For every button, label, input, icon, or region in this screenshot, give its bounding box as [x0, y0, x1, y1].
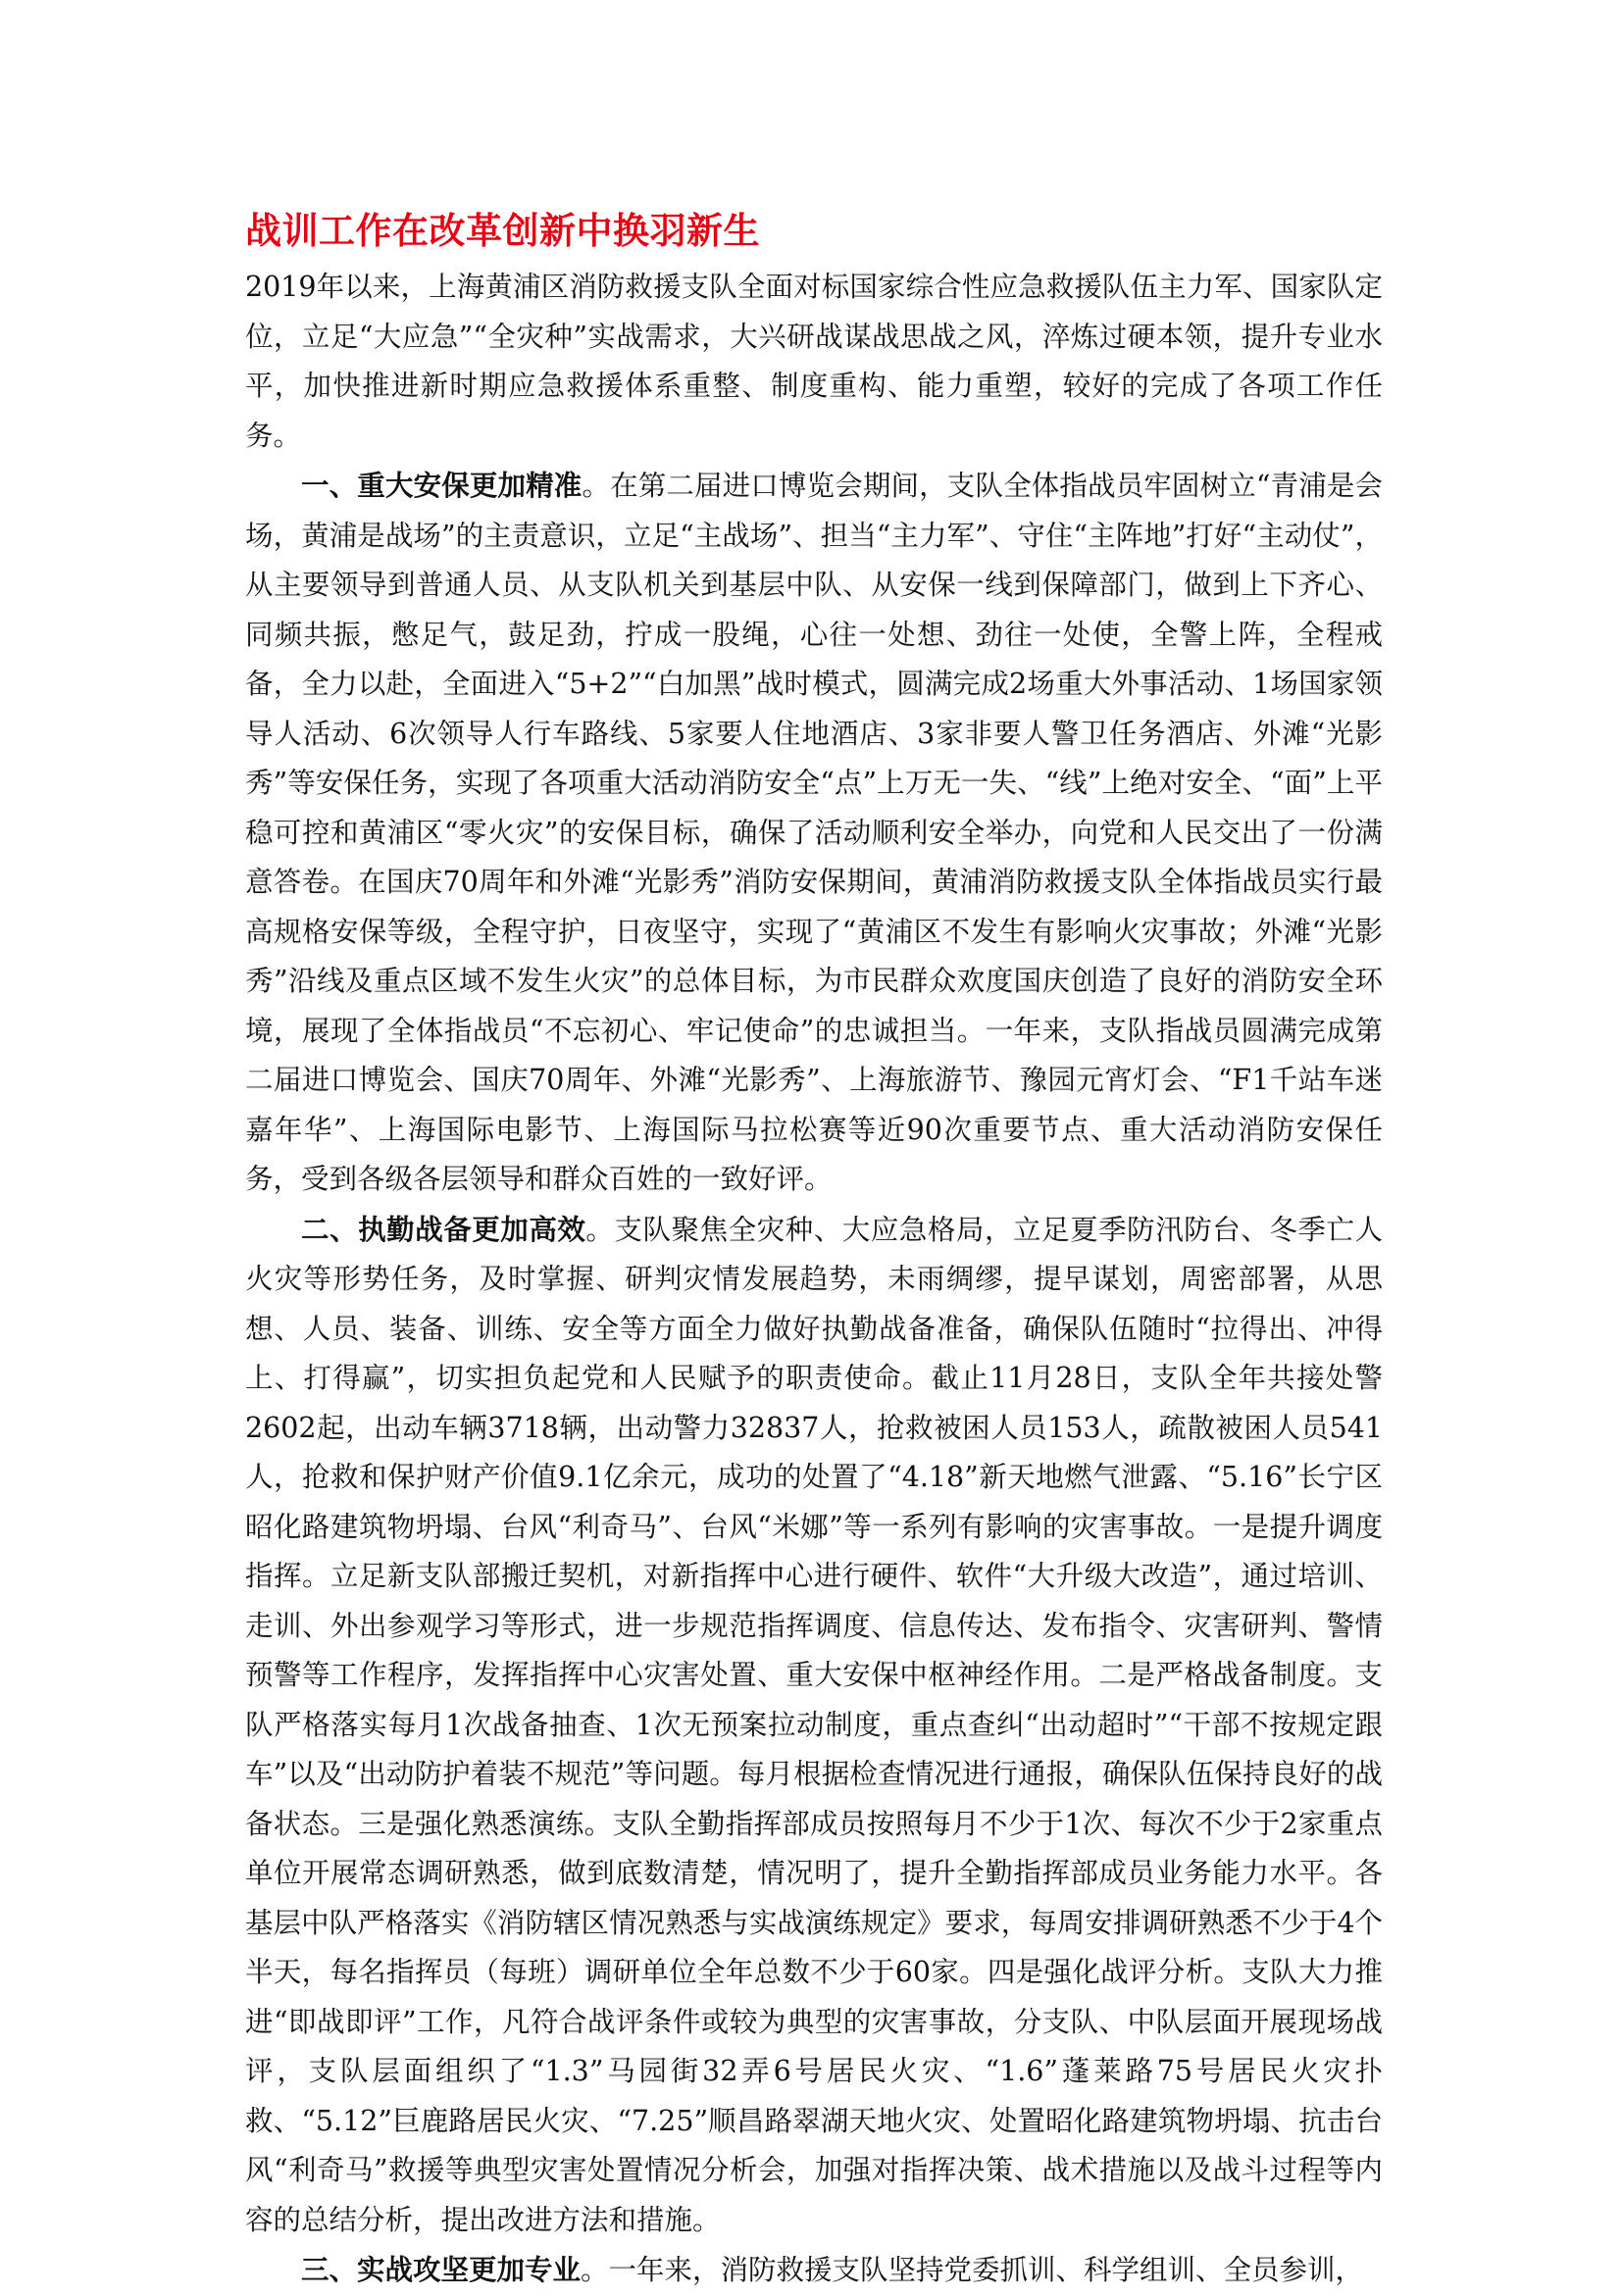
section-1-paragraph: [245, 461, 1383, 1205]
section-1-body: 。在第二届进口博览会期间，支队全体指战员牢固树立“青浦是会场，黄浦是战场”的主责意识，立足“主战场”、担当“主力军”、守住“主阵地”打好“主动仗”，从主要领导到普通人员、从支队机关到基层中队、从安保一线到保障部门，做到上下齐心、同频共振，憋足气，鼓足劲，拧成一股绳，心往一处想、劲往一处使，全警上阵，全程戒备，全力以赴，全面进入“5+2”“白加黑”战时模式，圆满完成2场重大外事活动、1场国家领导人活动、6次领导人行车路线、5家要人住地酒店、3家非要人警卫任务酒店、外滩“光影秀”等安保任务，实现了各项重大活动消防安全“点”上万无一失、“线”上绝对安全、“面”上平稳可控和黄浦区“零火灾”的安保目标，确保了活动顺利安全举办，向党和人民交出了一份满意答卷。在国庆70周年和外滩“光影秀”消防安保期间，黄浦消防救援支队全体指战员实行最高规格安保等级，全程守护，日夜坚守，实现了“黄浦区不发生有影响火灾事故；外滩“光影秀”沿线及重点区域不发生火灾”的总体目标，为市民群众欢度国庆创造了良好的消防安全环境，展现了全体指战员“不忘初心、牢记使命”的忠诚担当。一年来，支队指战员圆满完成第二届进口博览会、国庆70周年、外滩“光影秀”、上海旅游节、豫园元宵灯会、“F1千站车迷嘉年华”、上海国际电影节、上海国际马拉松赛等近90次重要节点、重大活动消防安保任务，受到各级各层领导和群众百姓的一致好评。: [245, 470, 1383, 1195]
section-2-heading: 二、执勤战备更加高效: [301, 1212, 586, 1246]
section-2-body: 。支队聚焦全灾种、大应急格局，立足夏季防汛防台、冬季亡人火灾等形势任务，及时掌握、研判灾情发展趋势，未雨绸缪，提早谋划，周密部署，从思想、人员、装备、训练、安全等方面全力做好执勤战备准备，确保队伍随时“拉得出、冲得上、打得赢”，切实担负起党和人民赋予的职责使命。截止11月28日，支队全年共接处警2602起，出动车辆3718辆，出动警力32837人，抢救被困人员153人，疏散被困人员541人，抢救和保护财产价值9.1亿余元，成功的处置了“4.18”新天地燃气泄露、“5.16”长宁区昭化路建筑物坍塌、台风“利奇马”、台风“米娜”等一系列有影响的灾害事故。一是提升调度指挥。立足新支队部搬迁契机，对新指挥中心进行硬件、软件“大升级大改造”，通过培训、走训、外出参观学习等形式，进一步规范指挥调度、信息传达、发布指令、灾害研判、警情预警等工作程序，发挥指挥中心灾害处置、重大安保中枢神经作用。二是严格战备制度。支队严格落实每月1次战备抽查、1次无预案拉动制度，重点查纠“出动超时”“干部不按规定跟车”以及“出动防护着装不规范”等问题。每月根据检查情况进行通报，确保队伍保持良好的战备状态。三是强化熟悉演练。支队全勤指挥部成员按照每月不少于1次、每次不少于2家重点单位开展常态调研熟悉，做到底数清楚，情况明了，提升全勤指挥部成员业务能力水平。各基层中队严格落实《消防辖区情况熟悉与实战演练规定》要求，每周安排调研熟悉不少于4个半天，每名指挥员（每班）调研单位全年总数不少于60家。四是强化战评分析。支队大力推进“即战即评”工作，凡符合战评条件或较为典型的灾害事故，分支队、中队层面开展现场战评，支队层面组织了“1.3”马园街32弄6号居民火灾、“1.6”蓬莱路75号居民火灾扑救、“5.12”巨鹿路居民火灾、“7.25”顺昌路翠湖天地火灾、处置昭化路建筑物坍塌、抗击台风“利奇马”救援等典型灾害处置情况分析会，加强对指挥决策、战术措施以及战斗过程等内容的总结分析，提出改进方法和措施。: [245, 1213, 1383, 2236]
section-3-paragraph: [245, 2245, 1383, 2296]
document-page: [245, 206, 1383, 2296]
section-3-body: 。一年来，消防救援支队坚持党委抓训、科学组训、全员参训，: [581, 2254, 1364, 2286]
section-2-paragraph: [245, 1205, 1383, 2246]
document-title: 战训工作在改革创新中换羽新生: [245, 210, 760, 252]
section-3-heading: 三、实战攻坚更加专业: [301, 2253, 582, 2286]
section-1-heading: 一、重大安保更加精准: [301, 469, 583, 502]
intro-paragraph: 2019年以来，上海黄浦区消防救援支队全面对标国家综合性应急救援队伍主力军、国家队定位，立足“大应急”“全灾种”实战需求，大兴研战谋战思战之风，淬炼过硬本领，提升专业水平，加快推进新时期应急救援体系重整、制度重构、能力重塑，较好的完成了各项工作任务。: [245, 271, 1383, 452]
